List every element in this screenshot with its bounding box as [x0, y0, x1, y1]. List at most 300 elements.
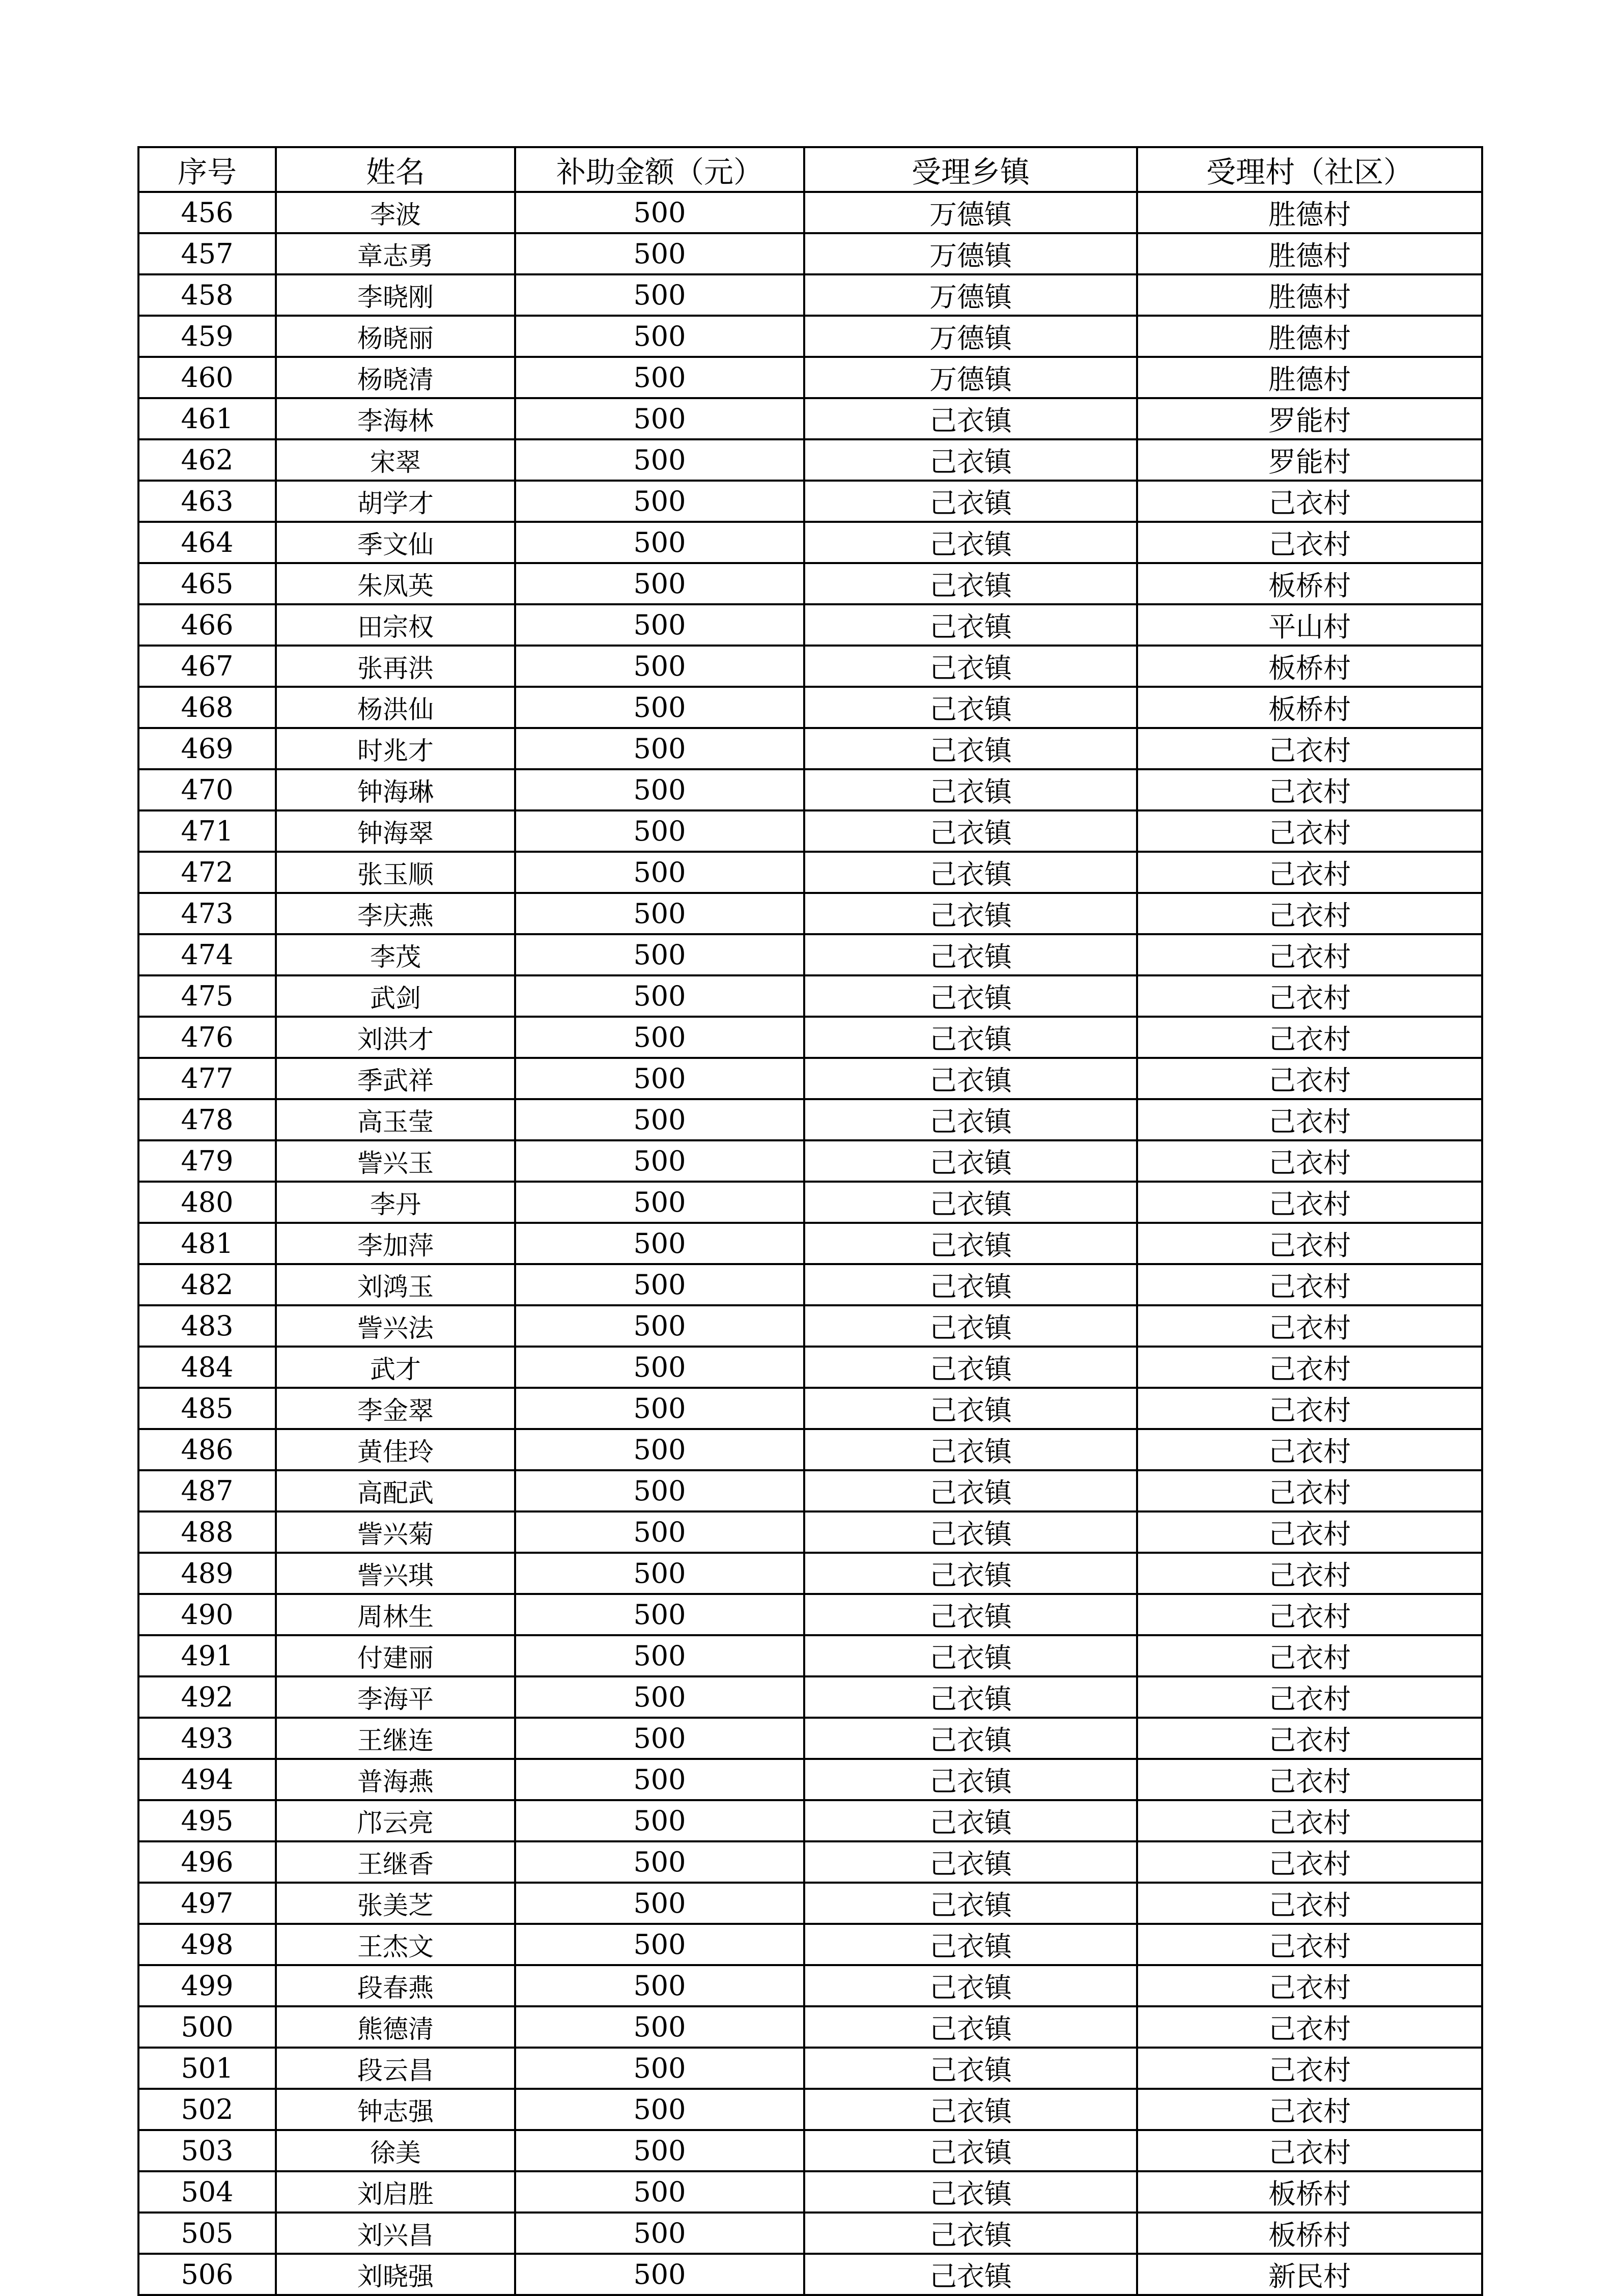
table-row — [138, 2254, 1482, 2295]
cell-name: 訾兴菊 — [276, 1511, 515, 1553]
cell-subsidy-amount: 500 — [515, 1759, 804, 1800]
cell-township: 己衣镇 — [804, 2130, 1137, 2171]
table-row — [138, 192, 1482, 233]
cell-subsidy-amount: 500 — [515, 357, 804, 398]
cell-subsidy-amount: 500 — [515, 2089, 804, 2130]
cell-serial-number: 488 — [138, 1511, 276, 1553]
cell-township: 己衣镇 — [804, 1470, 1137, 1511]
cell-name: 周林生 — [276, 1594, 515, 1635]
cell-township: 己衣镇 — [804, 1718, 1137, 1759]
cell-village: 己衣村 — [1137, 728, 1482, 769]
cell-township: 己衣镇 — [804, 769, 1137, 810]
cell-serial-number: 489 — [138, 1553, 276, 1594]
cell-village: 己衣村 — [1137, 1511, 1482, 1553]
table-row — [138, 646, 1482, 687]
cell-village: 己衣村 — [1137, 1140, 1482, 1182]
cell-serial-number: 487 — [138, 1470, 276, 1511]
cell-township: 己衣镇 — [804, 893, 1137, 934]
cell-township: 己衣镇 — [804, 810, 1137, 852]
cell-serial-number: 466 — [138, 604, 276, 646]
cell-subsidy-amount: 500 — [515, 1883, 804, 1924]
cell-serial-number: 464 — [138, 522, 276, 563]
cell-serial-number: 482 — [138, 1264, 276, 1305]
cell-township: 己衣镇 — [804, 1759, 1137, 1800]
cell-name: 刘洪才 — [276, 1017, 515, 1058]
cell-township: 己衣镇 — [804, 1594, 1137, 1635]
column-header-name: 姓名 — [276, 147, 515, 192]
cell-village: 己衣村 — [1137, 1058, 1482, 1099]
cell-subsidy-amount: 500 — [515, 1182, 804, 1223]
column-header-township: 受理乡镇 — [804, 147, 1137, 192]
cell-serial-number: 502 — [138, 2089, 276, 2130]
cell-serial-number: 500 — [138, 2006, 276, 2048]
table-row — [138, 810, 1482, 852]
cell-township: 己衣镇 — [804, 2089, 1137, 2130]
cell-name: 朱凤英 — [276, 563, 515, 604]
cell-subsidy-amount: 500 — [515, 2254, 804, 2295]
cell-serial-number: 460 — [138, 357, 276, 398]
cell-township: 己衣镇 — [804, 1388, 1137, 1429]
cell-township: 己衣镇 — [804, 1511, 1137, 1553]
cell-township: 己衣镇 — [804, 2254, 1137, 2295]
table-row — [138, 2089, 1482, 2130]
cell-township: 己衣镇 — [804, 1058, 1137, 1099]
cell-name: 邝云亮 — [276, 1800, 515, 1841]
cell-serial-number: 456 — [138, 192, 276, 233]
cell-name: 訾兴法 — [276, 1305, 515, 1347]
cell-name: 刘兴昌 — [276, 2213, 515, 2254]
table-row — [138, 1965, 1482, 2006]
table-row — [138, 2130, 1482, 2171]
cell-township: 己衣镇 — [804, 728, 1137, 769]
cell-township: 己衣镇 — [804, 2006, 1137, 2048]
cell-serial-number: 486 — [138, 1429, 276, 1470]
cell-village: 新民村 — [1137, 2254, 1482, 2295]
cell-village: 己衣村 — [1137, 1223, 1482, 1264]
cell-township: 己衣镇 — [804, 1140, 1137, 1182]
cell-name: 杨晓清 — [276, 357, 515, 398]
cell-name: 张美芝 — [276, 1883, 515, 1924]
cell-village: 己衣村 — [1137, 975, 1482, 1017]
cell-village: 板桥村 — [1137, 687, 1482, 728]
cell-subsidy-amount: 500 — [515, 2213, 804, 2254]
cell-village: 己衣村 — [1137, 1264, 1482, 1305]
table-row — [138, 2171, 1482, 2213]
table-row — [138, 563, 1482, 604]
cell-name: 胡学才 — [276, 481, 515, 522]
cell-subsidy-amount: 500 — [515, 522, 804, 563]
table-row — [138, 1759, 1482, 1800]
cell-township: 己衣镇 — [804, 852, 1137, 893]
cell-subsidy-amount: 500 — [515, 563, 804, 604]
subsidy-table — [137, 146, 1483, 2296]
cell-township: 己衣镇 — [804, 1347, 1137, 1388]
cell-serial-number: 462 — [138, 439, 276, 481]
cell-subsidy-amount: 500 — [515, 2171, 804, 2213]
cell-name: 王杰文 — [276, 1924, 515, 1965]
cell-serial-number: 469 — [138, 728, 276, 769]
cell-village: 己衣村 — [1137, 2006, 1482, 2048]
cell-township: 己衣镇 — [804, 2213, 1137, 2254]
cell-village: 己衣村 — [1137, 1553, 1482, 1594]
cell-village: 己衣村 — [1137, 893, 1482, 934]
table-row — [138, 398, 1482, 439]
table-row — [138, 2006, 1482, 2048]
table-row — [138, 1264, 1482, 1305]
cell-township: 己衣镇 — [804, 1182, 1137, 1223]
table-row — [138, 1800, 1482, 1841]
cell-subsidy-amount: 500 — [515, 604, 804, 646]
cell-village: 罗能村 — [1137, 398, 1482, 439]
table-row — [138, 2213, 1482, 2254]
cell-serial-number: 465 — [138, 563, 276, 604]
cell-serial-number: 495 — [138, 1800, 276, 1841]
cell-subsidy-amount: 500 — [515, 810, 804, 852]
table-row — [138, 274, 1482, 316]
cell-village: 胜德村 — [1137, 274, 1482, 316]
cell-name: 段云昌 — [276, 2048, 515, 2089]
table-row — [138, 934, 1482, 975]
cell-subsidy-amount: 500 — [515, 316, 804, 357]
cell-township: 己衣镇 — [804, 1883, 1137, 1924]
cell-name: 李金翠 — [276, 1388, 515, 1429]
cell-serial-number: 499 — [138, 1965, 276, 2006]
table-row — [138, 1182, 1482, 1223]
cell-township: 己衣镇 — [804, 1099, 1137, 1140]
cell-subsidy-amount: 500 — [515, 1223, 804, 1264]
cell-village: 胜德村 — [1137, 316, 1482, 357]
cell-village: 胜德村 — [1137, 233, 1482, 274]
cell-village: 己衣村 — [1137, 1347, 1482, 1388]
table-row — [138, 357, 1482, 398]
cell-village: 板桥村 — [1137, 2171, 1482, 2213]
cell-township: 己衣镇 — [804, 1017, 1137, 1058]
cell-name: 李丹 — [276, 1182, 515, 1223]
table-row — [138, 1347, 1482, 1388]
cell-subsidy-amount: 500 — [515, 852, 804, 893]
cell-serial-number: 498 — [138, 1924, 276, 1965]
cell-name: 田宗权 — [276, 604, 515, 646]
table-row — [138, 769, 1482, 810]
cell-subsidy-amount: 500 — [515, 1594, 804, 1635]
cell-serial-number: 492 — [138, 1676, 276, 1718]
cell-subsidy-amount: 500 — [515, 1676, 804, 1718]
cell-name: 段春燕 — [276, 1965, 515, 2006]
cell-village: 己衣村 — [1137, 1017, 1482, 1058]
cell-subsidy-amount: 500 — [515, 728, 804, 769]
cell-village: 己衣村 — [1137, 1635, 1482, 1676]
table-row — [138, 481, 1482, 522]
cell-subsidy-amount: 500 — [515, 2048, 804, 2089]
table-row — [138, 439, 1482, 481]
cell-name: 李庆燕 — [276, 893, 515, 934]
cell-subsidy-amount: 500 — [515, 1017, 804, 1058]
cell-serial-number: 457 — [138, 233, 276, 274]
cell-serial-number: 467 — [138, 646, 276, 687]
cell-subsidy-amount: 500 — [515, 2006, 804, 2048]
cell-subsidy-amount: 500 — [515, 1553, 804, 1594]
cell-subsidy-amount: 500 — [515, 1635, 804, 1676]
cell-serial-number: 506 — [138, 2254, 276, 2295]
cell-name: 李波 — [276, 192, 515, 233]
table-row — [138, 1429, 1482, 1470]
cell-subsidy-amount: 500 — [515, 1429, 804, 1470]
cell-village: 己衣村 — [1137, 1594, 1482, 1635]
table-row — [138, 1924, 1482, 1965]
cell-name: 钟志强 — [276, 2089, 515, 2130]
cell-serial-number: 463 — [138, 481, 276, 522]
cell-township: 万德镇 — [804, 316, 1137, 357]
cell-serial-number: 481 — [138, 1223, 276, 1264]
cell-name: 宋翠 — [276, 439, 515, 481]
cell-village: 己衣村 — [1137, 1883, 1482, 1924]
cell-name: 高玉莹 — [276, 1099, 515, 1140]
cell-village: 己衣村 — [1137, 769, 1482, 810]
cell-township: 己衣镇 — [804, 1429, 1137, 1470]
cell-name: 王继香 — [276, 1841, 515, 1883]
cell-name: 武剑 — [276, 975, 515, 1017]
cell-name: 王继连 — [276, 1718, 515, 1759]
table-row — [138, 1883, 1482, 1924]
cell-township: 万德镇 — [804, 192, 1137, 233]
cell-village: 己衣村 — [1137, 1388, 1482, 1429]
cell-township: 己衣镇 — [804, 687, 1137, 728]
table-row — [138, 1099, 1482, 1140]
cell-name: 钟海翠 — [276, 810, 515, 852]
cell-name: 季武祥 — [276, 1058, 515, 1099]
cell-township: 万德镇 — [804, 274, 1137, 316]
cell-subsidy-amount: 500 — [515, 1965, 804, 2006]
table-body — [138, 192, 1482, 2295]
cell-serial-number: 479 — [138, 1140, 276, 1182]
cell-serial-number: 505 — [138, 2213, 276, 2254]
cell-village: 己衣村 — [1137, 810, 1482, 852]
cell-name: 季文仙 — [276, 522, 515, 563]
cell-subsidy-amount: 500 — [515, 769, 804, 810]
table-row — [138, 1388, 1482, 1429]
table-row — [138, 852, 1482, 893]
cell-township: 己衣镇 — [804, 563, 1137, 604]
cell-subsidy-amount: 500 — [515, 893, 804, 934]
table-row — [138, 604, 1482, 646]
cell-township: 己衣镇 — [804, 522, 1137, 563]
cell-subsidy-amount: 500 — [515, 687, 804, 728]
header-row — [138, 147, 1482, 192]
column-header-village: 受理村（社区） — [1137, 147, 1482, 192]
cell-village: 己衣村 — [1137, 1965, 1482, 2006]
cell-township: 己衣镇 — [804, 1800, 1137, 1841]
table-row — [138, 1841, 1482, 1883]
cell-subsidy-amount: 500 — [515, 1347, 804, 1388]
cell-township: 己衣镇 — [804, 2048, 1137, 2089]
cell-serial-number: 501 — [138, 2048, 276, 2089]
cell-township: 己衣镇 — [804, 439, 1137, 481]
table-row — [138, 1305, 1482, 1347]
cell-village: 板桥村 — [1137, 563, 1482, 604]
cell-name: 訾兴玉 — [276, 1140, 515, 1182]
cell-serial-number: 484 — [138, 1347, 276, 1388]
cell-name: 付建丽 — [276, 1635, 515, 1676]
cell-township: 己衣镇 — [804, 1924, 1137, 1965]
cell-village: 胜德村 — [1137, 192, 1482, 233]
cell-subsidy-amount: 500 — [515, 1924, 804, 1965]
table-row — [138, 316, 1482, 357]
cell-township: 己衣镇 — [804, 1635, 1137, 1676]
table-row — [138, 1553, 1482, 1594]
cell-serial-number: 491 — [138, 1635, 276, 1676]
cell-township: 己衣镇 — [804, 934, 1137, 975]
cell-village: 己衣村 — [1137, 1429, 1482, 1470]
cell-serial-number: 475 — [138, 975, 276, 1017]
cell-township: 万德镇 — [804, 357, 1137, 398]
table-row — [138, 1223, 1482, 1264]
cell-serial-number: 494 — [138, 1759, 276, 1800]
table-header — [138, 147, 1482, 192]
cell-name: 杨晓丽 — [276, 316, 515, 357]
cell-name: 李加萍 — [276, 1223, 515, 1264]
cell-subsidy-amount: 500 — [515, 192, 804, 233]
table-row — [138, 1718, 1482, 1759]
column-header-subsidy-amount: 补助金额（元） — [515, 147, 804, 192]
cell-township: 己衣镇 — [804, 1553, 1137, 1594]
cell-subsidy-amount: 500 — [515, 1718, 804, 1759]
table-row — [138, 1140, 1482, 1182]
cell-name: 李晓刚 — [276, 274, 515, 316]
cell-name: 黄佳玲 — [276, 1429, 515, 1470]
cell-township: 己衣镇 — [804, 1264, 1137, 1305]
table-row — [138, 1470, 1482, 1511]
cell-township: 己衣镇 — [804, 975, 1137, 1017]
cell-name: 武才 — [276, 1347, 515, 1388]
cell-name: 杨洪仙 — [276, 687, 515, 728]
cell-serial-number: 477 — [138, 1058, 276, 1099]
table-row — [138, 233, 1482, 274]
cell-village: 己衣村 — [1137, 1182, 1482, 1223]
table-row — [138, 1594, 1482, 1635]
cell-serial-number: 480 — [138, 1182, 276, 1223]
cell-subsidy-amount: 500 — [515, 1511, 804, 1553]
cell-village: 己衣村 — [1137, 1099, 1482, 1140]
cell-subsidy-amount: 500 — [515, 481, 804, 522]
cell-serial-number: 496 — [138, 1841, 276, 1883]
cell-village: 己衣村 — [1137, 1924, 1482, 1965]
cell-serial-number: 461 — [138, 398, 276, 439]
cell-village: 己衣村 — [1137, 1676, 1482, 1718]
cell-name: 刘启胜 — [276, 2171, 515, 2213]
cell-village: 己衣村 — [1137, 522, 1482, 563]
column-header-serial-number: 序号 — [138, 147, 276, 192]
cell-village: 板桥村 — [1137, 646, 1482, 687]
cell-subsidy-amount: 500 — [515, 934, 804, 975]
cell-subsidy-amount: 500 — [515, 1470, 804, 1511]
cell-village: 平山村 — [1137, 604, 1482, 646]
cell-subsidy-amount: 500 — [515, 439, 804, 481]
cell-township: 己衣镇 — [804, 1305, 1137, 1347]
cell-township: 己衣镇 — [804, 2171, 1137, 2213]
table-row — [138, 522, 1482, 563]
cell-village: 己衣村 — [1137, 481, 1482, 522]
cell-name: 章志勇 — [276, 233, 515, 274]
cell-serial-number: 485 — [138, 1388, 276, 1429]
cell-subsidy-amount: 500 — [515, 1388, 804, 1429]
cell-serial-number: 476 — [138, 1017, 276, 1058]
table-row — [138, 1635, 1482, 1676]
cell-village: 己衣村 — [1137, 1841, 1482, 1883]
cell-name: 李海林 — [276, 398, 515, 439]
cell-name: 张玉顺 — [276, 852, 515, 893]
cell-name: 熊德清 — [276, 2006, 515, 2048]
cell-subsidy-amount: 500 — [515, 975, 804, 1017]
cell-serial-number: 471 — [138, 810, 276, 852]
cell-name: 张再洪 — [276, 646, 515, 687]
cell-name: 高配武 — [276, 1470, 515, 1511]
cell-subsidy-amount: 500 — [515, 233, 804, 274]
table-row — [138, 1058, 1482, 1099]
cell-township: 己衣镇 — [804, 1676, 1137, 1718]
cell-subsidy-amount: 500 — [515, 646, 804, 687]
cell-village: 己衣村 — [1137, 852, 1482, 893]
cell-name: 刘鸿玉 — [276, 1264, 515, 1305]
cell-village: 己衣村 — [1137, 1718, 1482, 1759]
cell-name: 徐美 — [276, 2130, 515, 2171]
cell-serial-number: 483 — [138, 1305, 276, 1347]
cell-subsidy-amount: 500 — [515, 1099, 804, 1140]
table-row — [138, 687, 1482, 728]
cell-serial-number: 459 — [138, 316, 276, 357]
cell-name: 李茂 — [276, 934, 515, 975]
cell-subsidy-amount: 500 — [515, 1841, 804, 1883]
cell-village: 己衣村 — [1137, 1800, 1482, 1841]
cell-village: 己衣村 — [1137, 1470, 1482, 1511]
table-row — [138, 893, 1482, 934]
cell-serial-number: 458 — [138, 274, 276, 316]
cell-village: 己衣村 — [1137, 1759, 1482, 1800]
cell-subsidy-amount: 500 — [515, 2130, 804, 2171]
cell-serial-number: 503 — [138, 2130, 276, 2171]
cell-serial-number: 470 — [138, 769, 276, 810]
cell-village: 罗能村 — [1137, 439, 1482, 481]
cell-subsidy-amount: 500 — [515, 1305, 804, 1347]
cell-name: 訾兴琪 — [276, 1553, 515, 1594]
table-row — [138, 728, 1482, 769]
cell-serial-number: 493 — [138, 1718, 276, 1759]
cell-village: 己衣村 — [1137, 934, 1482, 975]
cell-township: 己衣镇 — [804, 1965, 1137, 2006]
cell-name: 普海燕 — [276, 1759, 515, 1800]
cell-village: 板桥村 — [1137, 2213, 1482, 2254]
table-row — [138, 2048, 1482, 2089]
cell-subsidy-amount: 500 — [515, 398, 804, 439]
cell-township: 己衣镇 — [804, 398, 1137, 439]
cell-serial-number: 490 — [138, 1594, 276, 1635]
cell-township: 己衣镇 — [804, 646, 1137, 687]
cell-village: 胜德村 — [1137, 357, 1482, 398]
cell-serial-number: 474 — [138, 934, 276, 975]
table-row — [138, 975, 1482, 1017]
cell-name: 时兆才 — [276, 728, 515, 769]
table-row — [138, 1676, 1482, 1718]
cell-serial-number: 472 — [138, 852, 276, 893]
cell-serial-number: 504 — [138, 2171, 276, 2213]
cell-name: 刘晓强 — [276, 2254, 515, 2295]
cell-village: 己衣村 — [1137, 2048, 1482, 2089]
cell-village: 己衣村 — [1137, 1305, 1482, 1347]
cell-township: 万德镇 — [804, 233, 1137, 274]
cell-subsidy-amount: 500 — [515, 1264, 804, 1305]
cell-village: 己衣村 — [1137, 2089, 1482, 2130]
cell-township: 己衣镇 — [804, 1223, 1137, 1264]
cell-serial-number: 473 — [138, 893, 276, 934]
